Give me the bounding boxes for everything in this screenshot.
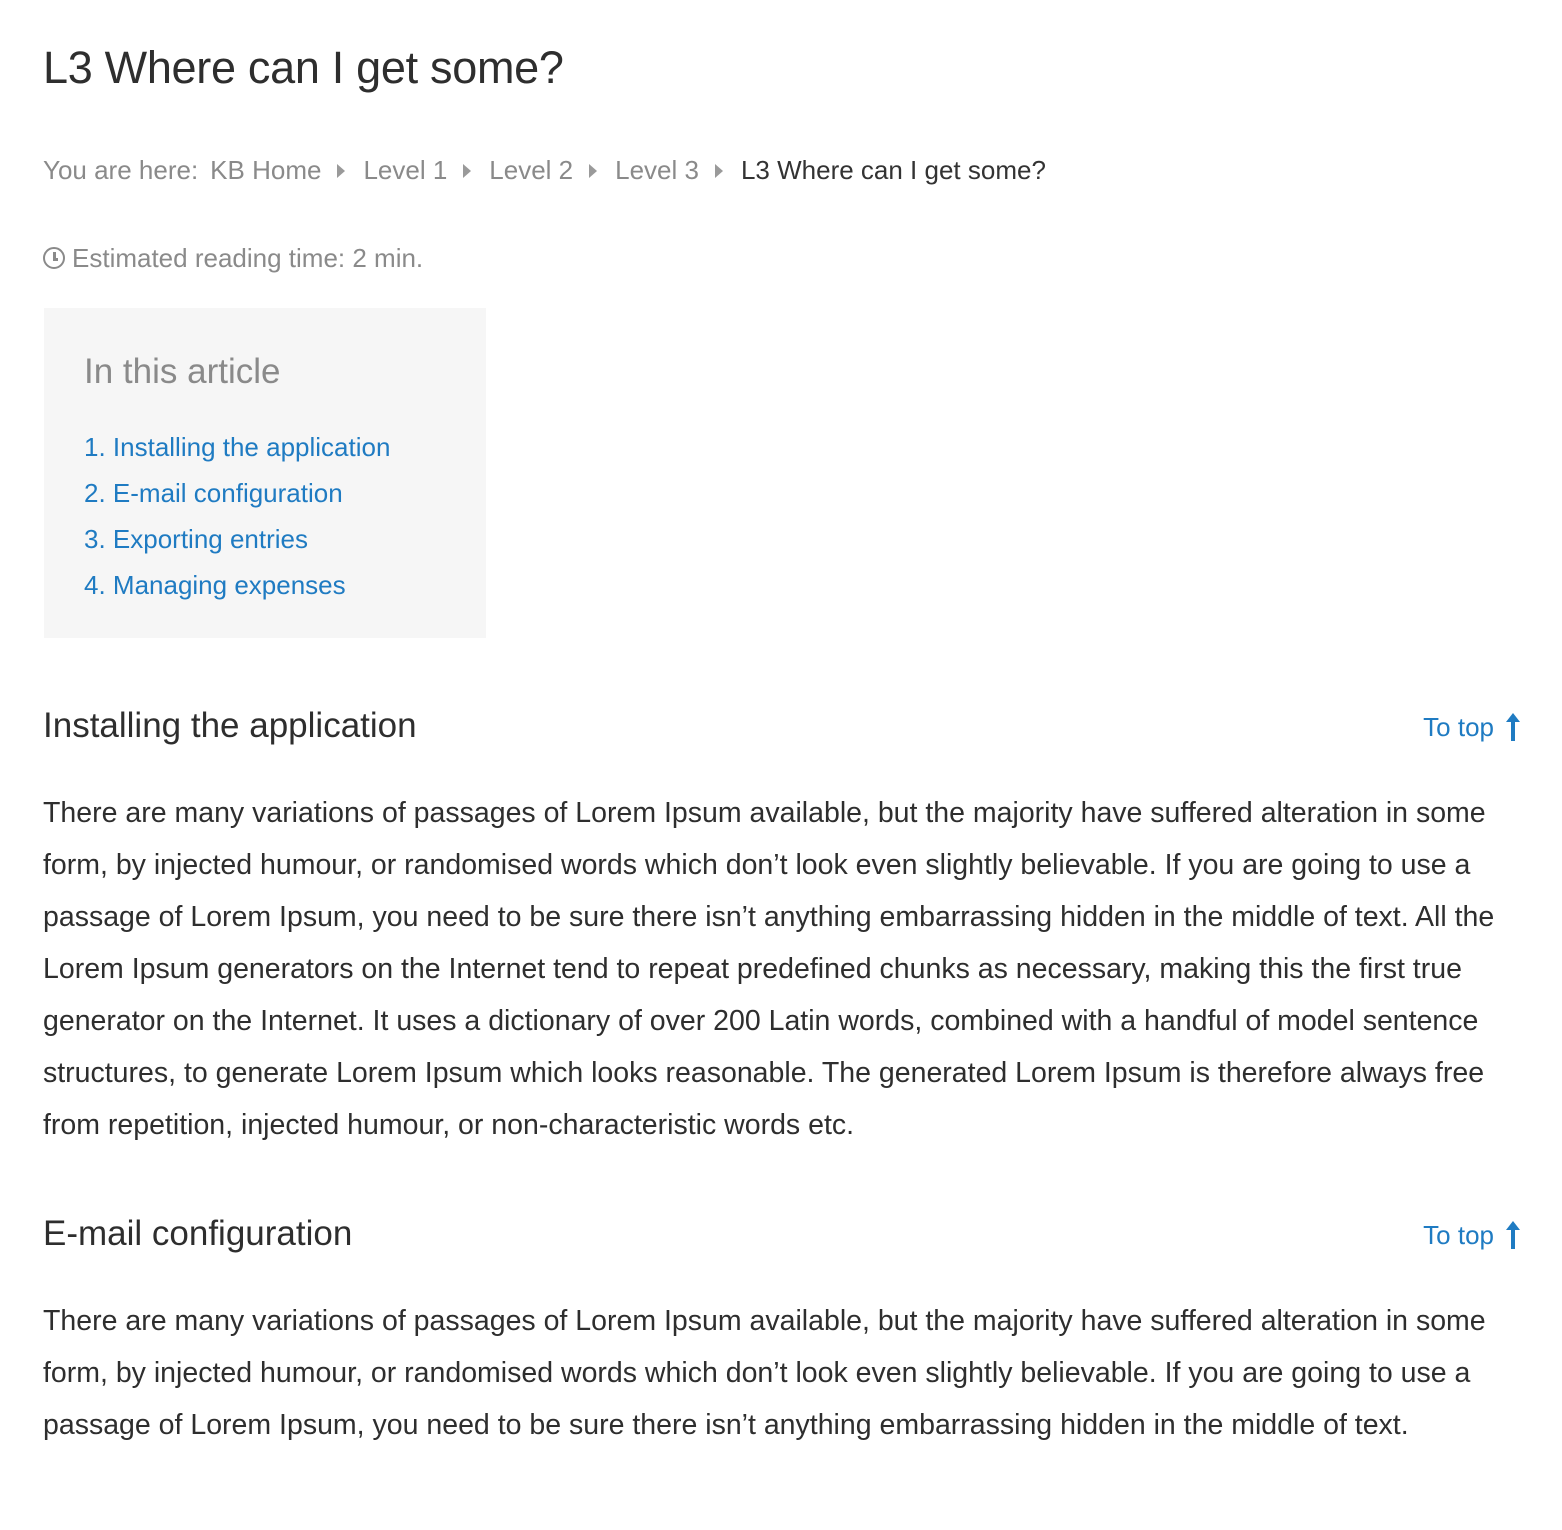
toc-item-installing[interactable]: 1. Installing the application	[84, 432, 391, 462]
arrow-up-icon	[1506, 713, 1520, 741]
breadcrumb-separator-icon	[337, 164, 345, 178]
breadcrumb-separator-icon	[463, 164, 471, 178]
section-body-email-configuration: There are many variations of passages of Lorem Ipsum available, but the majority have suffered alteration in some form, by injected humour, or randomised words which don’t look even slightly believable. If you are going to use a passage of Lorem Ipsum, you need to be sure there isn’t anything embarrassing hidden in the middle of text.	[43, 1305, 1486, 1441]
to-top-link[interactable]	[1423, 709, 1520, 745]
reading-time	[43, 240, 423, 276]
toc-title: In this article	[84, 352, 281, 391]
section-body-installing: There are many variations of passages of Lorem Ipsum available, but the majority have suffered alteration in some form, by injected humour, or randomised words which don’t look even slightly believable. If you are going to use a passage of Lorem Ipsum, you need to be sure there isn’t anything embarrassing hidden in the middle of text. All the Lorem Ipsum generators on the Internet tend to repeat predefined chunks as necessary, making this the first true generator on the Internet. It uses a dictionary of over 200 Latin words, combined with a handful of model sentence structures, to generate Lorem Ipsum which looks reasonable. The generated Lorem Ipsum is therefore always free from repetition, injected humour, or non-characteristic words etc.	[43, 797, 1495, 1141]
section-heading-email-configuration: E-mail configuration	[43, 1214, 353, 1253]
breadcrumb-prefix: You are here:	[43, 155, 199, 185]
breadcrumb-current: L3 Where can I get some?	[740, 155, 1046, 185]
toc-item-exporting-entries[interactable]: 3. Exporting entries	[84, 524, 309, 554]
breadcrumb-separator-icon	[589, 164, 597, 178]
breadcrumb-kb-home[interactable]: KB Home	[210, 155, 322, 185]
to-top-label: To top	[1423, 1220, 1494, 1250]
breadcrumb	[43, 152, 1046, 188]
toc-item-email-configuration[interactable]: 2. E-mail configuration	[84, 478, 343, 508]
toc-item-managing-expenses[interactable]: 4. Managing expenses	[84, 570, 346, 600]
breadcrumb-level-2[interactable]: Level 2	[489, 155, 574, 185]
page-title: L3 Where can I get some?	[43, 42, 564, 93]
toc-list	[84, 424, 446, 608]
to-top-label: To top	[1423, 712, 1494, 742]
arrow-up-icon	[1506, 1221, 1520, 1249]
breadcrumb-separator-icon	[715, 164, 723, 178]
to-top-link[interactable]	[1423, 1217, 1520, 1253]
breadcrumb-level-3[interactable]: Level 3	[615, 155, 699, 185]
reading-time-text: Estimated reading time: 2 min.	[72, 243, 424, 273]
section-heading-installing: Installing the application	[43, 706, 417, 745]
clock-icon	[43, 247, 65, 269]
breadcrumb-level-1[interactable]: Level 1	[363, 155, 448, 185]
table-of-contents	[44, 308, 486, 638]
